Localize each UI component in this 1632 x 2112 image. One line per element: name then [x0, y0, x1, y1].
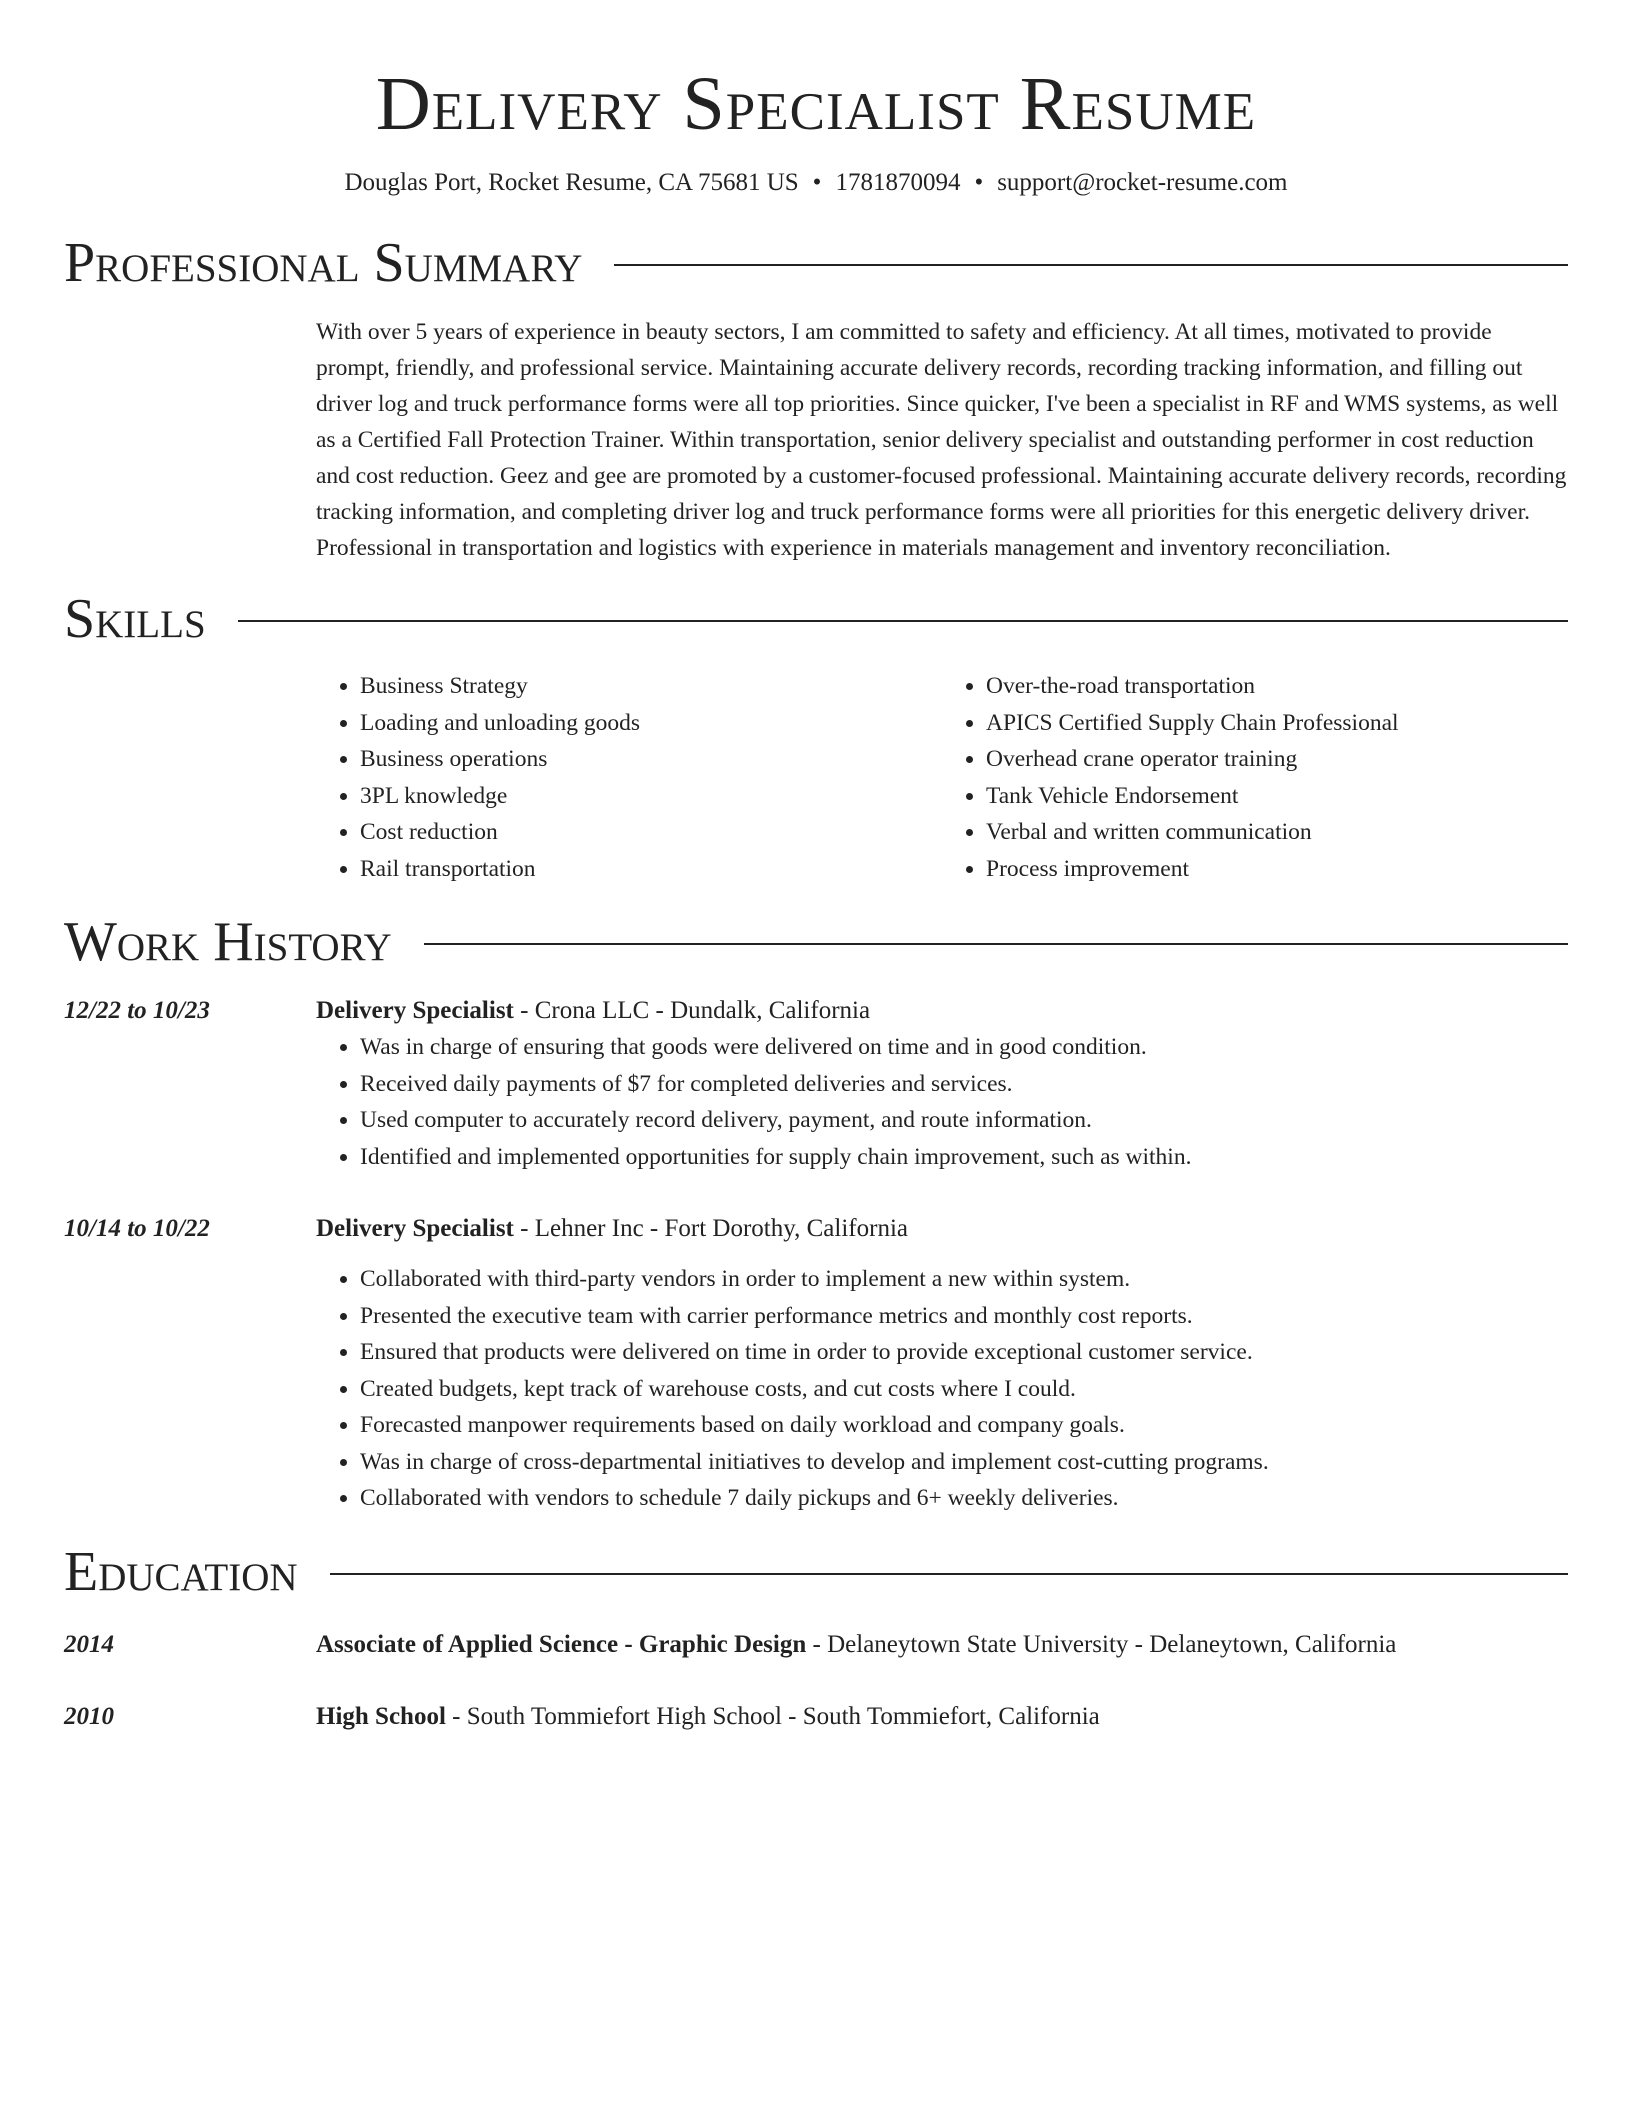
education-year: 2010 — [64, 1702, 114, 1730]
skills-heading: Skills — [64, 588, 206, 650]
education-heading-line: High School - South Tommiefort High School - South Tommiefort, California — [316, 1702, 1100, 1730]
job-bullet: • Collaborated with third-party vendors in order to implement a new within system. — [360, 1261, 1568, 1298]
job-bullet: • Collaborated with vendors to schedule 7 daily pickups and 6+ weekly deliveries. — [360, 1480, 1568, 1517]
job-bullets — [316, 1029, 1568, 1175]
job-bullet: • Presented the executive team with carrier performance metrics and monthly cost reports. — [360, 1298, 1568, 1335]
skill-item: • 3PL knowledge — [360, 778, 942, 815]
education-detail: Delaneytown State University - Delaneytown, California — [827, 1630, 1397, 1658]
skills-column-left — [316, 668, 942, 887]
summary-section-header — [64, 230, 1568, 296]
job-dates: 10/14 to 10/22 — [64, 1215, 210, 1242]
skill-item: • Rail transportation — [360, 851, 942, 888]
skill-item: • Business operations — [360, 741, 942, 778]
work-heading: Work History — [64, 911, 392, 973]
skills-column-right — [942, 668, 1568, 887]
job-bullet: • Created budgets, kept track of warehouse costs, and cut costs where I could. — [360, 1371, 1568, 1408]
education-degree: High School — [316, 1702, 446, 1730]
job-entry — [64, 1211, 1568, 1517]
section-divider — [238, 620, 1568, 622]
job-entry — [64, 993, 1568, 1175]
education-heading: Education — [64, 1540, 298, 1603]
skill-item: • Business Strategy — [360, 668, 942, 705]
skill-item: • Loading and unloading goods — [360, 705, 942, 742]
work-section-header — [64, 909, 1568, 975]
skills-grid — [316, 668, 1568, 887]
summary-heading: Professional Summary — [64, 232, 583, 294]
education-entry — [64, 1699, 1568, 1735]
job-dates: 12/22 to 10/23 — [64, 997, 210, 1024]
summary-text: With over 5 years of experience in beauty sectors, I am committed to safety and efficiency. At all times, motivated to provide prompt, friendly, and professional service. Maintaining accurate delivery records, recording tracking information, and filling out driver log and truck performance forms were all top priorities. Since quicker, I've been a specialist in RF and WMS systems, as well as a Certified Fall Protection Trainer. Within transportation, senior delivery specialist and outstanding performer in cost reduction and cost reduction. Geez and gee are promoted by a customer-focused professional. Maintaining accurate delivery records, recording tracking information, and completing driver log and truck performance forms were all priorities for this energetic delivery driver. Professional in transportation and logistics with experience in materials management and inventory reconciliation. — [316, 319, 1567, 561]
job-bullet: • Received daily payments of $7 for completed deliveries and services. — [360, 1066, 1568, 1103]
job-detail: Lehner Inc - Fort Dorothy, California — [534, 1215, 908, 1242]
education-entry — [64, 1627, 1568, 1663]
skill-item: • Over-the-road transportation — [986, 668, 1568, 705]
job-role: Delivery Specialist — [316, 997, 514, 1024]
skill-item: • Overhead crane operator training — [986, 741, 1568, 778]
education-detail: South Tommiefort High School - South Tommiefort, California — [466, 1702, 1100, 1730]
skills-section-header — [64, 586, 1568, 652]
skill-item: • Process improvement — [986, 851, 1568, 888]
job-heading: Delivery Specialist - Lehner Inc - Fort Dorothy, California — [316, 1215, 908, 1242]
job-bullet: • Forecasted manpower requirements based on daily workload and company goals. — [360, 1407, 1568, 1444]
contact-email: support@rocket-resume.com — [997, 169, 1288, 196]
section-divider — [614, 264, 1568, 266]
skill-item: • Verbal and written communication — [986, 814, 1568, 851]
job-bullet: • Identified and implemented opportunities for supply chain improvement, such as within. — [360, 1139, 1568, 1176]
job-detail: Crona LLC - Dundalk, California — [534, 997, 871, 1024]
section-divider — [424, 943, 1568, 945]
job-role: Delivery Specialist — [316, 1215, 514, 1242]
job-body — [316, 1211, 1568, 1517]
education-degree: Associate of Applied Science - Graphic Design — [316, 1630, 807, 1658]
education-section-header — [64, 1539, 1568, 1605]
skill-item: • Tank Vehicle Endorsement — [986, 778, 1568, 815]
contact-separator: • — [974, 169, 984, 196]
education-heading-line: Associate of Applied Science - Graphic Design - Delaneytown State University - Delaneytown, California — [316, 1630, 1397, 1658]
skill-item: • APICS Certified Supply Chain Professional — [986, 705, 1568, 742]
job-bullet: • Was in charge of ensuring that goods were delivered on time and in good condition. — [360, 1029, 1568, 1066]
job-bullets — [316, 1261, 1568, 1517]
education-year: 2014 — [64, 1630, 114, 1658]
resume-title: Delivery Specialist Resume — [375, 62, 1257, 146]
contact-separator: • — [812, 169, 822, 196]
job-bullet: • Ensured that products were delivered on time in order to provide exceptional customer service. — [360, 1334, 1568, 1371]
contact-address: Douglas Port, Rocket Resume, CA 75681 US — [344, 169, 799, 196]
job-heading: Delivery Specialist - Crona LLC - Dundalk, California — [316, 997, 871, 1024]
job-bullet: • Was in charge of cross-departmental initiatives to develop and implement cost-cutting programs. — [360, 1444, 1568, 1481]
skill-item: • Cost reduction — [360, 814, 942, 851]
contact-phone: 1781870094 — [835, 169, 961, 196]
job-bullet: • Used computer to accurately record delivery, payment, and route information. — [360, 1102, 1568, 1139]
contact-line — [64, 166, 1568, 200]
section-divider — [330, 1573, 1568, 1575]
job-body — [316, 993, 1568, 1175]
